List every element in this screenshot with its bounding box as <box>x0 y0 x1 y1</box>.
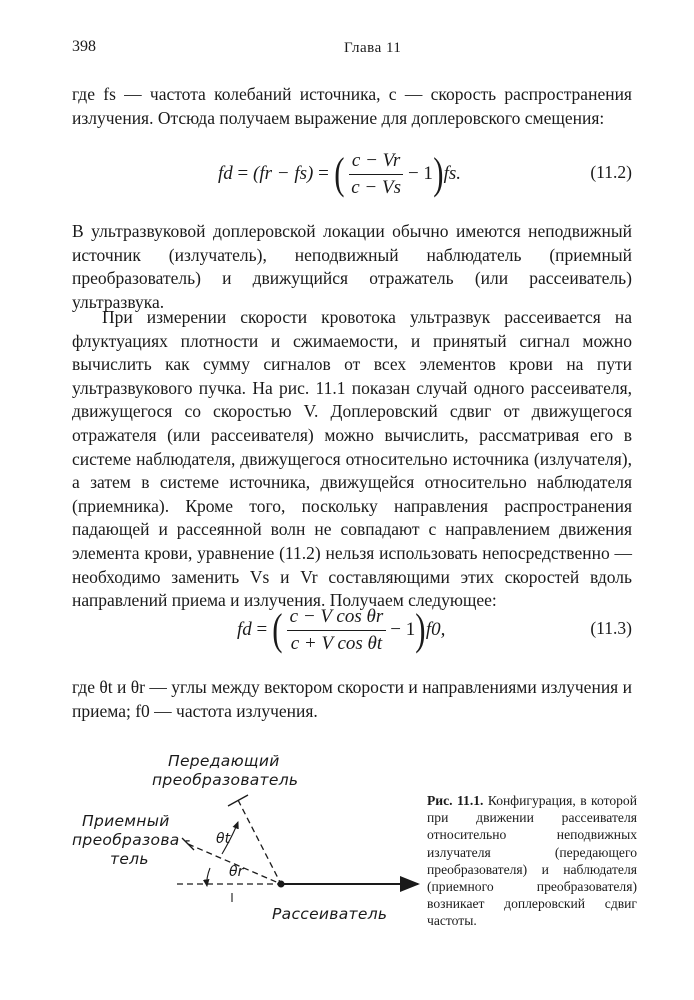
eq1-lhs: fd <box>218 163 233 184</box>
scatterer-label: Рассеиватель <box>272 905 388 923</box>
caption-text: Конфигурация, в которой при движении рассеивателя относительно неподвижных излучателя (передающего преобразователя) и наблюдателя (приемного преобразователя) возникает доплеровский сдвиг частоты. <box>427 793 637 929</box>
equation-11-3: fd = ( $\frac{\text{c − V cos θr}}{\text{c + V cos θt}}$ − 1 ) f0, (11.3) <box>237 605 632 654</box>
figure-caption <box>427 792 637 930</box>
caption-label: Рис. 11.1. <box>427 793 484 808</box>
receiver-label-line-3: тель <box>110 850 149 868</box>
paragraph-4: где θt и θr — углы между вектором скорости и направлениями излучения и приема; f0 — частота излучения. <box>72 677 632 721</box>
running-head: Глава 11 <box>344 40 402 56</box>
equation-11-2: fd = (fr − fs) = ( $\frac{c - Vr}{c - Vs}$ − 1 ) fs. (11.2) <box>218 149 632 198</box>
eq2-tail: − 1 <box>390 619 416 640</box>
page-number: 398 <box>72 38 96 55</box>
receiver-label-line-2: преобразова - <box>72 831 191 849</box>
paragraph-3: При измерении скорости кровотока ультразвук рассеивается на флуктуациях плотности и сжимаемости, и принятый сигнал можно вычислить как сумму сигналов от всех элементов крови на пути ультразвукового пучка. На рис. 11.1 показан случай одного рассеивателя, движущегося со скоростью V. Доплеровский сдвиг от движущегося отражателя (или рассеивателя) можно вычислить, рассматривая его в системе наблюдателя, движущегося относительно источника (излучателя), а затем в системе источника, движущейся относительно наблюдателя (приемника). Кроме того, поскольку направления распространения падающей и рассеянной волн не совпадают с направлением движения элемента крови, уравнение (11.2) нельзя использовать непосредственно — необходимо заменить Vs и Vr составляющими этих скоростей вдоль направлений приема и излучения. Получаем следующее: <box>72 307 632 611</box>
eq1-denominator: c − Vs <box>351 176 401 198</box>
theta-r-label: θr <box>229 864 244 880</box>
eq2-denominator: c + V cos θt <box>290 632 383 654</box>
scatterer-point <box>278 881 285 888</box>
paragraph-2: В ультразвуковой доплеровской локации обычно имеются неподвижный источник (излучатель), неподвижный наблюдатель (приемный преобразователь) и движущийся отражатель (или рассеиватель) ультразвука. <box>72 221 632 312</box>
transmitter-label-line-1: Передающий <box>168 752 280 770</box>
eq1-factor: fs. <box>443 163 462 184</box>
transmit-beam-line <box>238 800 281 884</box>
theta-r-arc <box>207 868 210 886</box>
equation-number-11-3: (11.3) <box>590 618 632 638</box>
eq1-numerator: c − Vr <box>349 150 403 175</box>
eq2-lhs: fd <box>237 619 252 640</box>
eq2-factor: f0, <box>425 619 446 640</box>
transmitter-label-line-2: преобразователь <box>152 771 299 789</box>
paragraph-1: где fs — частота колебаний источника, c — скорость распространения излучения. Отсюда получаем выражение для доплеровского смещения: <box>72 84 632 128</box>
receiver-label-line-1: Приемный <box>82 812 170 830</box>
eq1-tail: − 1 <box>407 163 433 184</box>
transmitter-marker <box>228 795 248 806</box>
equation-number-11-2: (11.2) <box>590 162 632 182</box>
eq2-numerator: c − V cos θr <box>287 606 387 631</box>
theta-t-label: θt <box>216 831 231 847</box>
eq1-middle: (fr − fs) <box>253 163 314 184</box>
